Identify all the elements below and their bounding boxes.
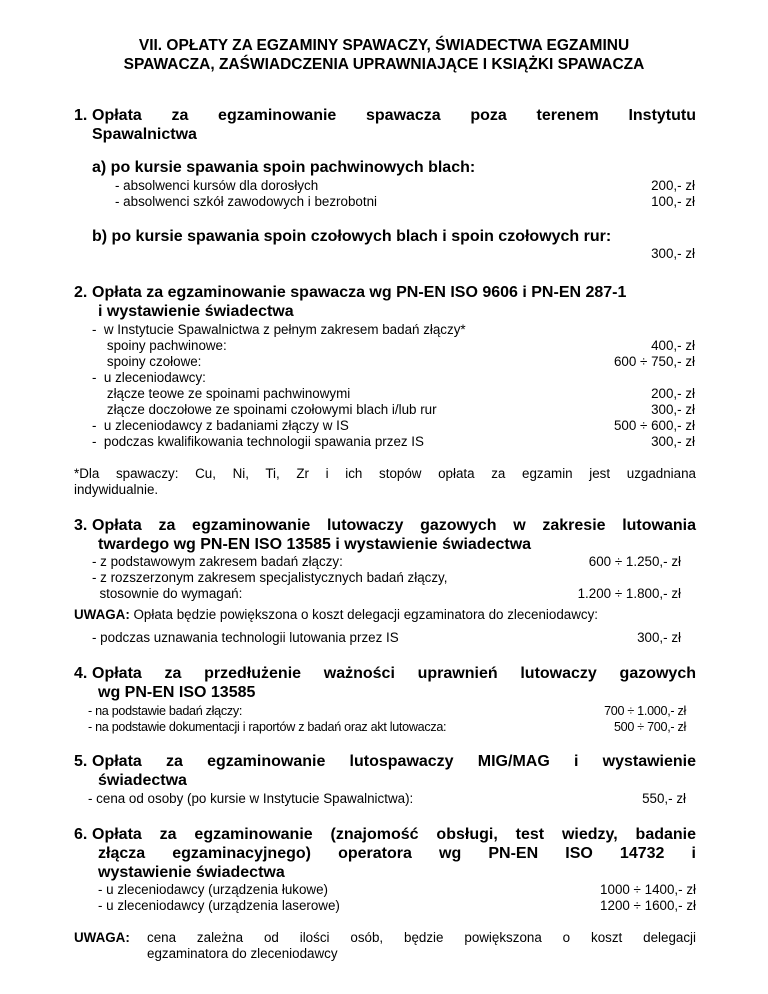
section-2-row-6-label: złącze doczołowe ze spoinami czołowymi blach i/lub rur xyxy=(92,402,437,417)
section-1a-item-2-price: 100,- zł xyxy=(651,194,695,209)
section-2-note-line-1: *Dla spawaczy: Cu, Ni, Ti, Zr i ich stopów opłata za egzamin jest uzgadniana xyxy=(74,466,696,481)
section-6-number: 6. xyxy=(74,826,88,843)
section-6-heading-line-2: złącza egzaminacyjnego) operatora wg PN-EN ISO 14732 i xyxy=(98,845,696,862)
section-4-heading-line-2: wg PN-EN ISO 13585 xyxy=(98,684,256,701)
section-2-number: 2. xyxy=(74,284,88,301)
section-2-row-8-price: 300,- zł xyxy=(651,434,695,449)
section-3-row-2-label-2: stosownie do wymagań: xyxy=(92,586,243,601)
section-1-heading-line-1: Opłata za egzaminowanie spawacza poza terenem Instytutu xyxy=(92,107,696,124)
section-6-row-2-label: - u zleceniodawcy (urządzenia laserowe) xyxy=(98,898,340,913)
section-1-number: 1. xyxy=(74,107,88,124)
section-3-row-1-price: 600 ÷ 1.250,- zł xyxy=(588,554,681,569)
section-3-number: 3. xyxy=(74,517,88,534)
section-4-row-2-price: 500 ÷ 700,- zł xyxy=(613,720,686,734)
section-2-row-7-label: - u zleceniodawcy z badaniami złączy w IS xyxy=(92,418,349,433)
section-3-row-3-price: 300,- zł xyxy=(637,630,681,645)
section-3-heading-line-1: Opłata za egzaminowanie lutowaczy gazowych w zakresie lutowania xyxy=(92,517,696,534)
section-3-uwaga-label: UWAGA: xyxy=(74,607,130,622)
page-title-line-2: SPAWACZA, ZAŚWIADCZENIA UPRAWNIAJĄCE I KSIĄŻKI SPAWACZA xyxy=(123,56,645,73)
section-2-row-2-label: spoiny pachwinowe: xyxy=(92,338,227,353)
section-4-row-2-label: - na podstawie dokumentacji i raportów z badań oraz akt lutowacza: xyxy=(88,720,447,734)
section-6-row-2-price: 1200 ÷ 1600,- zł xyxy=(600,898,696,913)
section-6-row-1-label: - u zleceniodawcy (urządzenia łukowe) xyxy=(98,882,328,897)
section-5-number: 5. xyxy=(74,753,88,770)
section-3-uwaga xyxy=(74,607,598,623)
section-5-heading-line-1: Opłata za egzaminowanie lutospawaczy MIG/MAG i wystawienie xyxy=(92,753,696,770)
section-3-row-2-label-1: - z rozszerzonym zakresem specjalistycznych badań złączy, xyxy=(92,570,448,585)
section-4-number: 4. xyxy=(74,665,88,682)
section-1-heading-line-2: Spawalnictwa xyxy=(92,126,197,143)
section-2-row-7-price: 500 ÷ 600,- zł xyxy=(613,418,695,433)
section-6-uwaga-line-1: cena zależna od ilości osób, będzie powiększona o koszt delegacji xyxy=(147,930,696,945)
section-2-row-6-price: 300,- zł xyxy=(651,402,695,417)
section-1a-item-2-label: - absolwenci szkół zawodowych i bezrobotni xyxy=(115,194,377,209)
section-2-row-8-label: - podczas kwalifikowania technologii spawania przez IS xyxy=(92,434,424,449)
section-2-row-4-label: - u zleceniodawcy: xyxy=(92,370,206,385)
section-3-row-3-label: - podczas uznawania technologii lutowania przez IS xyxy=(92,630,399,645)
section-2-row-5-price: 200,- zł xyxy=(651,386,695,401)
section-3-row-1-label: - z podstawowym zakresem badań złączy: xyxy=(92,554,343,569)
section-4-row-1-label: - na podstawie badań złączy: xyxy=(88,704,243,718)
section-5-row-1-price: 550,- zł xyxy=(642,791,686,806)
section-1a-heading: a) po kursie spawania spoin pachwinowych blach: xyxy=(92,159,476,176)
section-3-heading-line-2: twardego wg PN-EN ISO 13585 i wystawienie świadectwa xyxy=(98,536,532,553)
section-2-heading-line-2: i wystawienie świadectwa xyxy=(98,303,294,320)
section-3-row-2-price: 1.200 ÷ 1.800,- zł xyxy=(577,586,681,601)
section-2-row-5-label: złącze teowe ze spoinami pachwinowymi xyxy=(92,386,351,401)
section-6-row-1-price: 1000 ÷ 1400,- zł xyxy=(600,882,696,897)
section-4-heading-line-1: Opłata za przedłużenie ważności uprawnień lutowaczy gazowych xyxy=(92,665,696,682)
section-1a-item-1-label: - absolwenci kursów dla dorosłych xyxy=(115,178,319,193)
section-2-row-2-price: 400,- zł xyxy=(651,338,695,353)
section-2-row-3-label: spoiny czołowe: xyxy=(92,354,202,369)
section-1a-item-1-price: 200,- zł xyxy=(651,178,695,193)
section-5-row-1-label: - cena od osoby (po kursie w Instytucie Spawalnictwa): xyxy=(88,791,414,806)
section-2-note-line-2: indywidualnie. xyxy=(74,482,159,497)
section-6-uwaga-label: UWAGA: xyxy=(74,930,130,945)
section-5-heading-line-2: świadectwa xyxy=(98,772,187,789)
section-1b-price: 300,- zł xyxy=(651,246,695,261)
section-6-heading-line-3: wystawienie świadectwa xyxy=(98,864,285,881)
section-6-heading-line-1: Opłata za egzaminowanie (znajomość obsługi, test wiedzy, badanie xyxy=(92,826,696,843)
section-6-uwaga-line-2: egzaminatora do zleceniodawcy xyxy=(147,946,338,961)
section-2-row-3-price: 600 ÷ 750,- zł xyxy=(613,354,695,369)
section-4-row-1-price: 700 ÷ 1.000,- zł xyxy=(604,704,686,718)
page-title-line-1: VII. OPŁATY ZA EGZAMINY SPAWACZY, ŚWIADECTWA EGZAMINU xyxy=(138,37,630,54)
section-1b-heading: b) po kursie spawania spoin czołowych blach i spoin czołowych rur: xyxy=(92,228,612,245)
section-2-heading-line-1: Opłata za egzaminowanie spawacza wg PN-EN ISO 9606 i PN-EN 287-1 xyxy=(92,284,627,301)
section-3-uwaga-text: Opłata będzie powiększona o koszt delegacji egzaminatora do zleceniodawcy: xyxy=(129,607,598,622)
section-2-row-1-label: - w Instytucie Spawalnictwa z pełnym zakresem badań złączy* xyxy=(92,322,466,337)
